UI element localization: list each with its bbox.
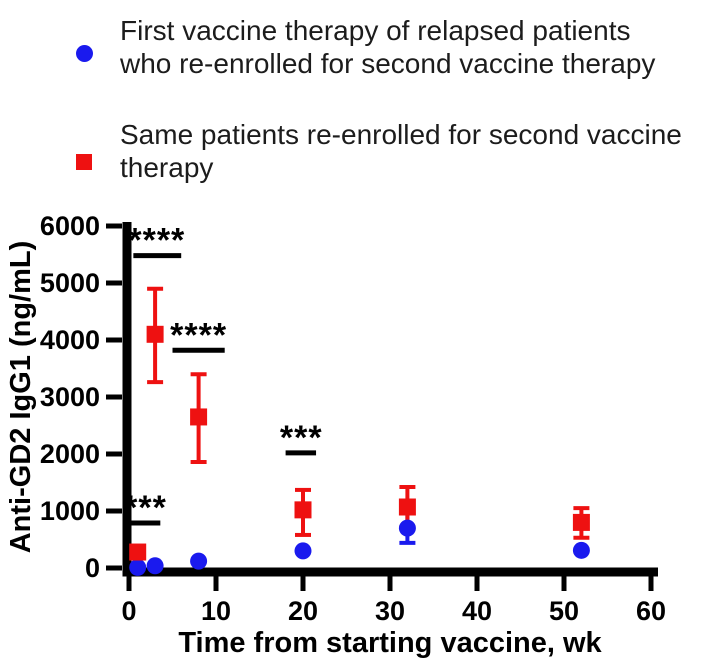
legend-label-line1: First vaccine therapy of relapsed patients: [120, 15, 631, 46]
data-point-square: [399, 499, 416, 516]
data-point-square: [147, 326, 164, 343]
data-point-circle: [295, 542, 312, 559]
x-axis-title: Time from starting vaccine, wk: [178, 627, 602, 659]
data-point-square: [295, 501, 312, 518]
significance-asterisks: ****: [170, 316, 228, 355]
data-point-circle: [147, 557, 164, 574]
data-point-circle: [190, 553, 207, 570]
y-tick-label: 4000: [39, 325, 100, 355]
data-point-square: [190, 408, 207, 425]
y-tick-label: 3000: [39, 382, 100, 412]
significance-asterisks: ***: [124, 488, 167, 527]
significance-asterisks: ***: [279, 418, 323, 457]
legend-label-line2: who re-enrolled for second vaccine therapy: [120, 48, 656, 79]
legend-label-line2: therapy: [120, 152, 214, 183]
x-tick-label: 60: [635, 596, 667, 626]
data-point-square: [573, 514, 590, 531]
y-tick-label: 0: [84, 553, 100, 583]
legend-label-line1: Same patients re-enrolled for second vaccine: [120, 119, 682, 150]
y-axis-title: Anti-GD2 IgG1 (ng/mL): [5, 240, 37, 554]
data-point-square: [129, 544, 146, 561]
y-tick-label: 5000: [39, 268, 100, 298]
y-tick-label: 1000: [39, 496, 100, 526]
y-tick-label: 6000: [39, 211, 100, 241]
x-tick-label: 0: [121, 596, 137, 626]
y-tick-label: 2000: [39, 439, 100, 469]
x-tick-label: 40: [461, 596, 493, 626]
data-point-circle: [573, 542, 590, 559]
x-tick-label: 20: [287, 596, 319, 626]
x-tick-label: 50: [548, 596, 580, 626]
x-tick-label: 30: [374, 596, 406, 626]
x-tick-label: 10: [200, 596, 232, 626]
significance-asterisks: ****: [128, 221, 186, 260]
data-point-circle: [399, 520, 416, 537]
data-point-circle: [129, 559, 146, 576]
